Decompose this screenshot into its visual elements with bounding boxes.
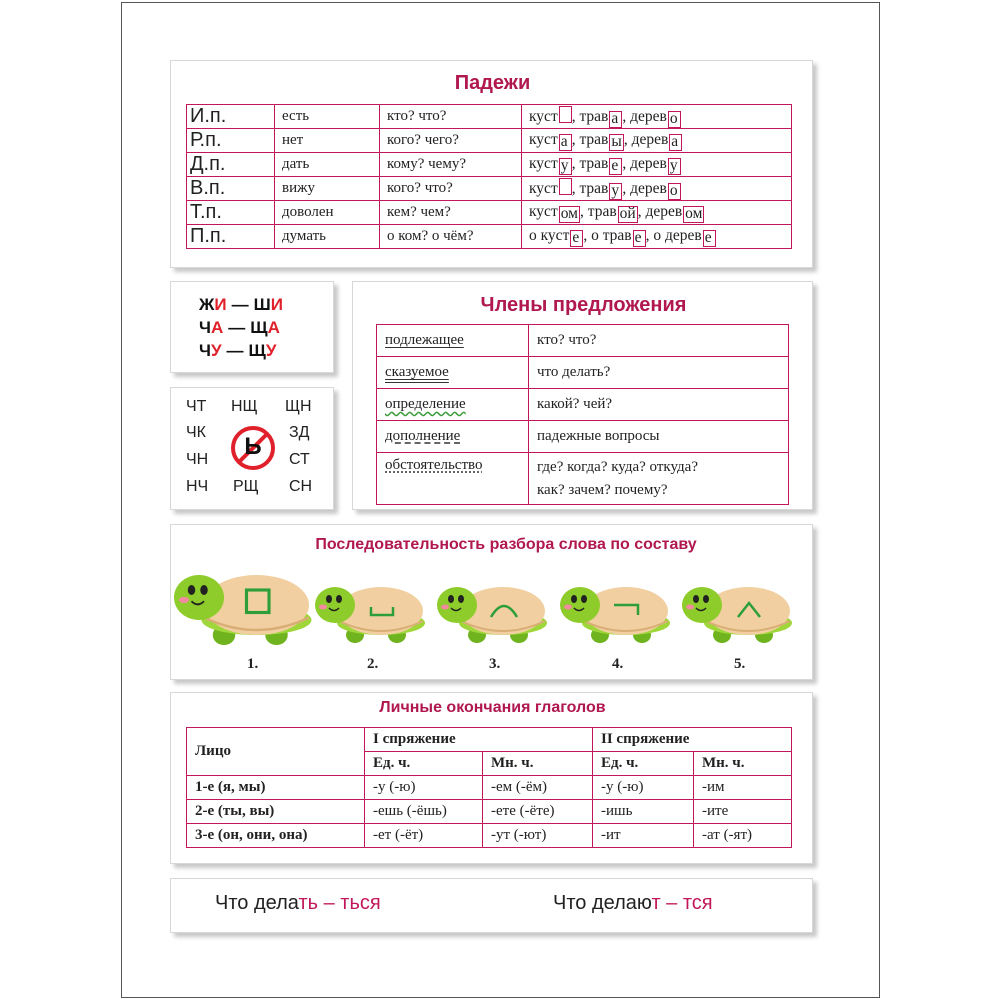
- no-soft-sign-grid: [171, 388, 335, 511]
- forbidden-soft-sign-icon: [229, 424, 277, 472]
- case-examples: куст а , трав ы , дерев а: [522, 129, 792, 153]
- case-name: П.п.: [187, 225, 275, 249]
- members-table: [376, 324, 789, 505]
- verb-ending: -ешь (-ёшь): [365, 800, 483, 824]
- case-word: дать: [275, 153, 380, 177]
- reflexive-right-ending: т: [651, 892, 661, 914]
- verb-ending: -ете (-ёте): [483, 800, 593, 824]
- spelling-rule: [199, 293, 283, 316]
- reflexive-3rd-person: [553, 892, 713, 915]
- case-examples: куст ом , трав ой , дерев ом: [522, 201, 792, 225]
- verb-ending: -ишь: [593, 800, 694, 824]
- ending-box: ы: [611, 132, 622, 150]
- member-question: какой? чей?: [529, 389, 789, 421]
- case-word: доволен: [275, 201, 380, 225]
- case-row: [187, 129, 792, 153]
- rule-part-a: Ж: [199, 295, 215, 314]
- rule-part-b: Ш: [253, 295, 271, 314]
- verb-row: [187, 800, 792, 824]
- ending-box: [559, 106, 572, 123]
- example-stem: трав: [579, 154, 609, 172]
- ending-box: ом: [685, 204, 703, 222]
- step-label: 3.: [489, 656, 501, 672]
- case-row: [187, 177, 792, 201]
- case-examples: куст у , трав е , дерев у: [522, 153, 792, 177]
- case-questions: о ком? о чём?: [380, 225, 522, 249]
- rule-part-b: Щ: [248, 341, 266, 360]
- verb-ending: -ет (-ёт): [365, 824, 483, 848]
- verb-row: [187, 776, 792, 800]
- case-row: [187, 225, 792, 249]
- reflexive-infinitive: [215, 892, 381, 915]
- rule-part-av: А: [210, 318, 224, 337]
- soft-sign-letter: Ь: [244, 433, 262, 460]
- turtle-step-2: [315, 587, 425, 643]
- member-term: дополнение: [385, 428, 461, 444]
- verb-ending: -ит: [593, 824, 694, 848]
- combo-cht: ЧТ: [186, 398, 207, 415]
- case-name: В.п.: [187, 177, 275, 201]
- case-examples: о куст е , о трав е , о дерев е: [522, 225, 792, 249]
- ending-box: ом: [560, 204, 578, 222]
- step-label: 1.: [247, 656, 259, 672]
- member-term: определение: [385, 396, 466, 412]
- step-label: 2.: [367, 656, 379, 672]
- step-label: 4.: [612, 656, 624, 672]
- case-questions: кого? чего?: [380, 129, 522, 153]
- verb-ending: -у (-ю): [365, 776, 483, 800]
- case-row: [187, 105, 792, 129]
- case-examples: куст , трав у , дерев о: [522, 177, 792, 201]
- member-question: кто? что?: [529, 325, 789, 357]
- member-question: что делать?: [529, 357, 789, 389]
- member-term: подлежащее: [385, 332, 464, 348]
- combo-st: СТ: [289, 451, 310, 468]
- verb-row: [187, 824, 792, 848]
- case-examples: куст , трав а , дерев о: [522, 105, 792, 129]
- case-word: есть: [275, 105, 380, 129]
- case-word: нет: [275, 129, 380, 153]
- member-row: [377, 357, 789, 389]
- turtle-step-4: [560, 587, 670, 643]
- rule-part-dash: —: [231, 295, 249, 314]
- spelling-rules-card: [170, 281, 334, 373]
- cases-card: [170, 60, 813, 268]
- case-questions: кем? чем?: [380, 201, 522, 225]
- case-word: думать: [275, 225, 380, 249]
- verb-person: 1-е (я, мы): [187, 776, 365, 800]
- reflexive-left-ending: ть: [298, 892, 319, 914]
- ending-box: е: [703, 230, 716, 247]
- turtle-steps: [171, 525, 814, 681]
- member-question-line2: как? зачем? почему?: [537, 481, 668, 498]
- combo-chk: ЧК: [186, 424, 206, 441]
- ending-box: у: [559, 158, 572, 175]
- example-stem: дерев: [645, 202, 683, 220]
- example-stem: о трав: [591, 226, 632, 244]
- verb-person: 2-е (ты, вы): [187, 800, 365, 824]
- spelling-rule: [199, 339, 283, 362]
- ending-box: у: [668, 158, 681, 175]
- rule-part-a: Ч: [199, 341, 211, 360]
- step-label: 5.: [734, 656, 746, 672]
- word-parsing-card: [170, 524, 813, 680]
- reflexive-left-dash: –: [323, 892, 335, 914]
- example-stem: куст: [529, 202, 558, 220]
- example-stem: куст: [529, 179, 558, 197]
- cases-title: Падежи: [454, 72, 531, 94]
- case-questions: кто? что?: [380, 105, 522, 129]
- ending-box: у: [609, 183, 622, 200]
- example-stem: трав: [579, 130, 609, 148]
- rule-part-b: Щ: [250, 318, 268, 337]
- verb-endings-table: [186, 727, 792, 848]
- combo-nshch: НЩ: [231, 398, 258, 415]
- member-term: обстоятельство: [385, 457, 483, 473]
- member-question: где? когда? куда? откуда?: [537, 458, 698, 475]
- case-name: Т.п.: [187, 201, 275, 225]
- member-row: [377, 325, 789, 357]
- ending-box: а: [609, 111, 622, 128]
- case-name: Д.п.: [187, 153, 275, 177]
- ending-box: [559, 178, 572, 195]
- reflexive-left-form: ться: [340, 892, 381, 914]
- header-conj2: II спряжение: [593, 728, 792, 752]
- member-question: падежные вопросы: [529, 421, 789, 453]
- ending-box: о: [668, 111, 681, 128]
- rule-part-a: Ч: [199, 318, 211, 337]
- combo-rshch: РЩ: [233, 478, 259, 495]
- example-stem: о куст: [529, 226, 570, 244]
- verb-ending: -ут (-ют): [483, 824, 593, 848]
- example-stem: трав: [587, 202, 617, 220]
- ending-box: а: [669, 134, 682, 151]
- example-stem: дерев: [630, 107, 667, 125]
- ending-box: е: [570, 230, 583, 247]
- ending-box: е: [609, 158, 622, 175]
- ending-box: о: [668, 183, 681, 200]
- example-stem: дерев: [631, 130, 669, 148]
- rule-part-bv: У: [265, 341, 277, 360]
- spelling-rules-list: [199, 293, 283, 362]
- sentence-members-card: [352, 281, 813, 510]
- combo-chn: ЧН: [186, 451, 209, 468]
- rule-part-dash: —: [226, 341, 244, 360]
- header-sing: Ед. ч.: [593, 752, 694, 776]
- rule-part-bv: И: [270, 295, 283, 314]
- rule-part-bv: А: [267, 318, 280, 337]
- ending-box: е: [633, 230, 646, 247]
- rule-part-av: И: [214, 295, 227, 314]
- reflexive-left-question: Что дела: [215, 892, 299, 914]
- reflexive-right-dash: –: [666, 892, 678, 914]
- verb-person: 3-е (он, они, она): [187, 824, 365, 848]
- combo-sn: СН: [289, 478, 313, 495]
- members-title: Члены предложения: [480, 294, 687, 316]
- member-row: [377, 453, 789, 505]
- reflexive-right-form: тся: [682, 892, 713, 914]
- verb-ending: -у (-ю): [593, 776, 694, 800]
- turtle-step-1: [174, 575, 312, 645]
- case-word: вижу: [275, 177, 380, 201]
- spelling-rule: [199, 316, 283, 339]
- no-soft-sign-card: [170, 387, 334, 510]
- ending-box: ой: [619, 204, 636, 222]
- member-term: сказуемое: [385, 364, 449, 380]
- verb-ending: -ем (-ём): [483, 776, 593, 800]
- member-row: [377, 389, 789, 421]
- verb-ending: -им: [694, 776, 792, 800]
- example-stem: трав: [579, 107, 609, 125]
- case-name: Р.п.: [187, 129, 275, 153]
- header-sing: Ед. ч.: [365, 752, 483, 776]
- combo-zd: ЗД: [289, 424, 310, 441]
- header-person: Лицо: [187, 728, 365, 776]
- case-name: И.п.: [187, 105, 275, 129]
- header-conj1: I спряжение: [365, 728, 593, 752]
- example-stem: о дерев: [653, 226, 702, 244]
- verb-ending: -ите: [694, 800, 792, 824]
- verb-endings-card: [170, 692, 813, 864]
- ending-box: а: [559, 134, 572, 151]
- example-stem: трав: [579, 179, 609, 197]
- rule-part-av: У: [210, 341, 222, 360]
- header-plur: Мн. ч.: [483, 752, 593, 776]
- combo-nch: НЧ: [186, 478, 209, 495]
- member-row: [377, 421, 789, 453]
- example-stem: дерев: [630, 179, 667, 197]
- reflexive-card: [170, 878, 813, 933]
- parsing-title: Последовательность разбора слова по составу: [315, 536, 697, 553]
- example-stem: куст: [529, 107, 558, 125]
- combo-shchn: ЩН: [285, 398, 312, 415]
- verb-ending: -ат (-ят): [694, 824, 792, 848]
- rule-part-dash: —: [228, 318, 246, 337]
- verbs-title: Личные окончания глаголов: [379, 699, 606, 716]
- case-questions: кого? что?: [380, 177, 522, 201]
- turtle-step-3: [437, 587, 547, 643]
- cases-table: [186, 104, 792, 249]
- case-row: [187, 201, 792, 225]
- case-row: [187, 153, 792, 177]
- turtle-step-5: [682, 587, 792, 643]
- case-questions: кому? чему?: [380, 153, 522, 177]
- example-stem: дерев: [630, 154, 667, 172]
- header-plur: Мн. ч.: [694, 752, 792, 776]
- reflexive-right-question: Что делаю: [553, 892, 652, 914]
- example-stem: куст: [529, 130, 558, 148]
- example-stem: куст: [529, 154, 558, 172]
